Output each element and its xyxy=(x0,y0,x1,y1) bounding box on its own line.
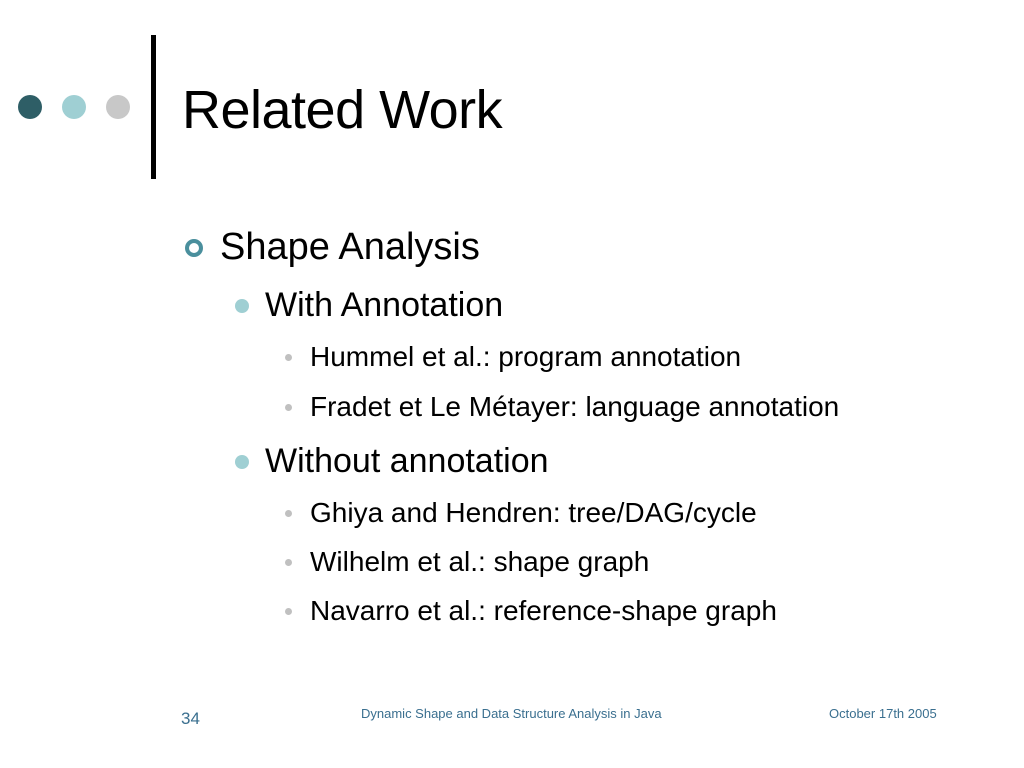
small-dot-bullet-icon xyxy=(285,510,292,517)
small-dot-bullet-icon xyxy=(285,404,292,411)
bullet-text: With Annotation xyxy=(265,286,504,324)
bullet-with-annotation xyxy=(235,285,503,325)
bullet-navarro xyxy=(283,594,777,628)
ring-bullet-icon xyxy=(185,239,203,257)
bullet-wilhelm xyxy=(283,545,649,579)
footer-presentation-title: Dynamic Shape and Data Structure Analysis in Java xyxy=(361,706,662,721)
disc-bullet-icon xyxy=(235,455,249,469)
bullet-hummel xyxy=(283,340,741,374)
title-divider xyxy=(151,35,156,179)
bullet-text: Wilhelm et al.: shape graph xyxy=(310,546,650,577)
bullet-text: Without annotation xyxy=(265,442,549,480)
bullet-text: Hummel et al.: program annotation xyxy=(310,341,742,372)
gray-dot-icon xyxy=(106,95,130,119)
disc-bullet-icon xyxy=(235,299,249,313)
bullet-fradet xyxy=(283,390,839,424)
small-dot-bullet-icon xyxy=(285,354,292,361)
bullet-without-annotation xyxy=(235,441,549,481)
small-dot-bullet-icon xyxy=(285,608,292,615)
bullet-text: Ghiya and Hendren: tree/DAG/cycle xyxy=(310,497,757,528)
bullet-shape-analysis xyxy=(185,225,480,269)
dark-dot-icon xyxy=(18,95,42,119)
small-dot-bullet-icon xyxy=(285,559,292,566)
footer-date: October 17th 2005 xyxy=(829,706,937,721)
page-number: 34 xyxy=(181,709,200,728)
slide-title: Related Work xyxy=(182,80,503,140)
bullet-text: Navarro et al.: reference-shape graph xyxy=(310,595,777,626)
bullet-text: Fradet et Le Métayer: language annotation xyxy=(310,391,840,422)
bullet-ghiya xyxy=(283,496,757,530)
teal-dot-icon xyxy=(62,95,86,119)
bullet-text: Shape Analysis xyxy=(220,226,480,268)
